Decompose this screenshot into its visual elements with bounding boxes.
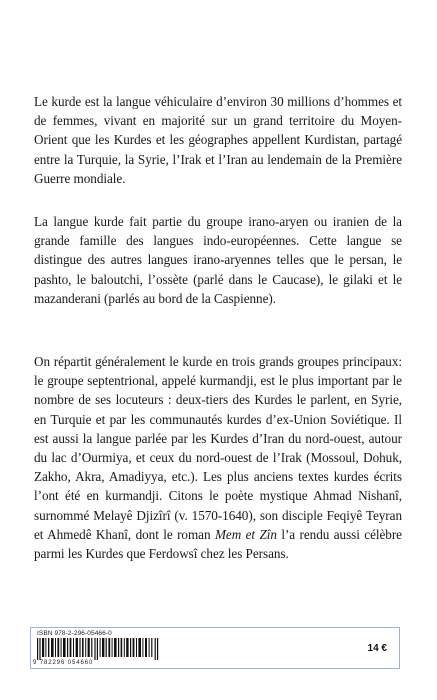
paragraph-text-end: l’a rendu aussi célèbre parmi les Kurdes que Ferdowsî chez les Persans.	[34, 526, 402, 562]
isbn-label: ISBN 978-2-296-05466-0	[37, 630, 112, 637]
barcode-icon	[37, 638, 159, 660]
novel-title: Mem et Zîn	[214, 526, 277, 542]
price-label: 14 €	[367, 643, 387, 654]
barcode-digits: 9 782296 054660	[33, 660, 94, 666]
paragraph-language-family: La langue kurde fait partie du groupe irano-aryen ou iranien de la grande famille des langues indo-européennes. Cette langue se distingue des autres langues irano-aryennes telles que le persan, le pashto, le baloutchi, l’ossète (parlé dans le Caucase), le gilaki et le mazanderani (parlés au bord de la Caspienne).	[34, 214, 402, 306]
barcode-panel	[30, 627, 400, 669]
paragraph-dialect-groups	[34, 352, 402, 563]
paragraph-intro: Le kurde est la langue véhiculaire d’environ 30 millions d’hommes et de femmes, vivant en majorité sur un grand territoire du Moyen-Orient que les Kurdes et les géographes appellent Kurdistan, partagé entre la Turquie, la Syrie, l’Irak et l’Iran au lendemain de la Première Guerre mondiale.	[34, 94, 402, 186]
paragraph-text-start: On répartit généralement le kurde en trois grands groupes principaux: le groupe septentrional, appelé kurmandji, est le plus important par le nombre de ses locuteurs : deux-tiers des Kurdes le parlent, en Syrie, en Turquie et par les communautés kurdes d’ex-Union Soviétique. Il est aussi la langue parlée par les Kurdes d’Iran du nord-ouest, autour du lac d’Ourmiya, et ceux du nord-ouest de l’Irak (Mossoul, Dohuk, Zakho, Akra, Amadiyya, etc.). Les plus anciens textes kurdes écrits l’ont été en kurmandji. Citons le poète mystique Ahmad Nishanî, surnommé Melayê Djizîrî (v. 1570-1640), son disciple Feqiyê Teyran et Ahmedê Khanî, dont le roman	[34, 354, 402, 542]
